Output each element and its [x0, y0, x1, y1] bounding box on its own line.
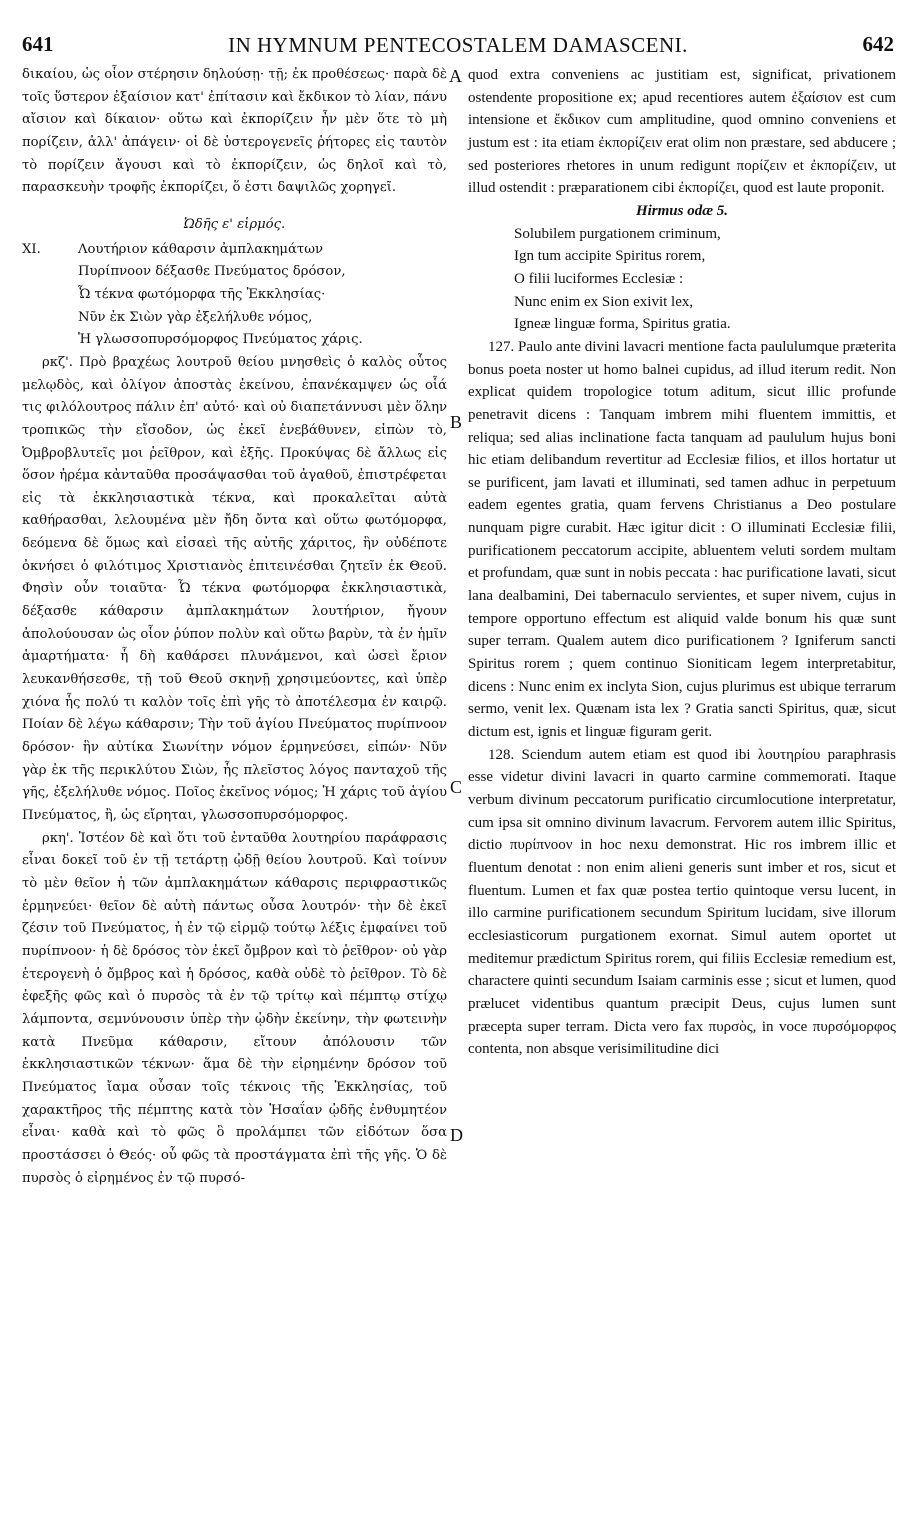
page-number-right: 642: [862, 32, 894, 56]
latin-verse-line: Ign tum accipite Spiritus rorem,: [514, 248, 706, 265]
latin-verse-line: Nunc enim ex Sion exivit lex,: [514, 293, 694, 310]
greek-verse-line: Ὦ τέκνα φωτόμορφα τῆς Ἐκκλησίας·: [78, 286, 326, 302]
latin-hirmus-verses: [468, 223, 896, 336]
greek-paragraph-127: ρκζ'. Πρὸ βραχέως λουτροῦ θείου μνησθεὶς ὁ καλὸς οὗτος μελῳδὸς, καὶ ὀλίγον ἀποστὰς ἐκείνου, ἐπανέκαμψεν ὡς οἷά τις φιλόλουτρος πάλιν ἐπ' αὐτό· καὶ οὐ διαπετάννυσι μὲν ὅλην τροπικῶς τὴν εἴσοδον, ὡς ἐκεῖ ἐνεβάθυνεν, εἰπὼν τὸ, Ὀμβροβλυτεῖς μοι ῥεῖθρον, καὶ ἑξῆς. Προκύψας δὲ ἄλλως εἰς ὅσον ἠρέμα κἀνταῦθα προσάψασθαι τοῦ ἀγαθοῦ, ἐπιστρέφεται εἰς τὰ ἐκκλησιαστικὰ τέκνα, καὶ προκαλεῖται αὐτὰ καθήρασθαι, λελουμένα μὲν ἤδη ὄντα καὶ οὕτω φωτόμορφα, δεόμενα δὲ ὅμως καὶ εἰσαεὶ τῆς αὐτῆς χάριτος, ἣν οὐδέποτε ὀκνήσει ὁ φιλότιμος Χριστιανὸς ἐπιτεινέσθαι ζητεῖν ἐκ Θεοῦ. Φησὶν οὖν τοιαῦτα· Ὦ τέκνα φωτόμορφα ἐκκλησιαστικὰ, δέξασθε κάθαρσιν ἀμπλακημάτων λουτήριον, ἤγουν ἀπολούουσαν ὡς οἷον ῥύπον πολὺν καὶ οὕτω βαρὺν, τὰ ἐν ἡμῖν ἁμαρτήματα· ἧ δὴ καθάρσει πλυνάμενοι, καὶ ὡσεὶ ἔριον λευκανθήσεσθε, τῇ τοῦ Θεοῦ σκηνῇ χρησιμεύοντες, καὶ ὑπὲρ χιόνα ἧς πολύ τι καλὸν τοῖς ἐπὶ γῆς τὸ ἀποτέλεσμα ἐν καιρῷ. Ποίαν δὲ λέγω κάθαρσιν; Τὴν τοῦ ἁγίου Πνεύματος πυρίπνοον δρόσον· ἣν αὐτίκα Σιωνίτην νόμον ἑρμηνεύσει, εἰπών· Νῦν γὰρ ἐκ τῆς περικλύτου Σιὼν, ἧς πλεῖστος λόγος πανταχοῦ τῆς γῆς, ἐξελήλυθε νόμος. Ποῖος ἐκεῖνος νόμος; Ἡ χάρις τοῦ ἁγίου Πνεύματος, ἢ, ὡς εἴρηται, γλωσσοπυρσόμορφος.: [22, 354, 447, 823]
latin-paragraph-127: 127. Paulo ante divini lavacri mentione facta paululumque præterita bonus poeta noster ut homo balnei cupidus, ad illud iterum redit. Non explicat quidem tropologice totum aditum, sicut illic profunde penetravit dicens : Tanquam imbrem mihi fluentem immittis, et reliqua; sed alias inclinatione facta tanquam ad paululum hujus boni hic etiam delibandum revertitur ad Ecclesiæ filios, et illos hortatur ut se purificent, jam lavati et illuminati, sed tamen adhuc in perpetuum eadem egentes gratia, quam fervens Christianus a Deo postulare nunquam pigre curabit. Hæc igitur dicit : O illuminati Ecclesiæ filii, purificationem peccatorum accipite, abluentem veluti sordem multam et profundam, quæ sunt in nobis peccata : hac purificatione lavati, sicut lana dealbamini, Dei tabernaculo servientes, et super nivem, cujus in tempore opportuno effectum est aliquid valde bonum his quæ sunt super terram. Qualem autem dico purificationem ? Igniferum sancti Spiritus rorem ; quem continuo Sioniticam legem interpretabitur, dicens : Nunc enim ex inclyta Sion, cujus plurimus est ubique terrarum sermo, venit lex. Quænam ista lex ? Gratia sancti Spiritus, quæ, sicut dictum est, ignis et linguæ figuram gerit.: [468, 338, 896, 741]
greek-hirmus-verses: [22, 239, 447, 352]
latin-intro-paragraph: quod extra conveniens ac justitiam est, significat, privationem ostendente propositione ex; apud recentiores autem ἐξαίσιον est cum intensione et ἔκδικον cum amplitudine, quod omnino conveniens et justum est : ita etiam ἐκπορίζειν erat olim non præstare, sed abducere ; sed posteriores rhetores in unum redigunt πορίζειν et ἐκπορίζειν, ut illud ostendit : præparationem cibi ἐκπορίζει, quod est laute proponit.: [468, 67, 896, 197]
section-marker-b: B: [450, 412, 463, 432]
running-title: IN HYMNUM PENTECOSTALEM DAMASCENI.: [228, 33, 688, 57]
latin-verse-line: Igneæ linguæ forma, Spiritus gratia.: [514, 316, 731, 333]
greek-verse-line: Πυρίπνοον δέξασθε Πνεύματος δρόσον,: [78, 264, 346, 280]
latin-verse-line: Solubilem purgationem criminum,: [514, 225, 721, 242]
greek-verse-line: Ἡ γλωσσοπυρσόμορφος Πνεύματος χάρις.: [78, 332, 363, 348]
page-number-left: 641: [22, 32, 54, 56]
greek-paragraph-128: ρκη'. Ἰστέον δὲ καὶ ὅτι τοῦ ἐνταῦθα λουτηρίου παράφρασις εἶναι δοκεῖ τοῦ ἐν τῇ τετάρτῃ ᾠδῇ θείου λουτροῦ. Καὶ τοίνυν τὸ μὲν θεῖον ἡ τῶν ἀμπλακημάτων κάθαρσις περιφραστικῶς ἑρμηνεύει· θεῖον δὲ αὐτὴ πάντως οὖσα λουτρόν· τὴν δὲ ἐκεῖ ζέσιν τοῦ Πνεύματος, ἡ ἐν τῷ εἱρμῷ τούτῳ λέξις ἐμφαίνει τοῦ πυρίπνοον· ἡ δὲ δρόσος τὸν ἐκεῖ ὄμβρον καὶ τὸ ῥεῖθρον· οὐ γὰρ ἑτερογενὴ ὁ ὄμβρος καὶ ἡ δρόσος, καθὰ οὐδὲ τὸ ῥεῖθρον. Τὸ δὲ ἐφεξῆς φῶς καὶ ὁ πυρσὸς τὰ ἐν τῷ τρίτῳ καὶ πέμπτῳ στίχῳ λάμποντα, σεμνύνουσιν ὑπὲρ τὴν ᾠδὴν ἐκείνην, τὴν φωτεινὴν κατὰ Πνεῦμα κάθαρσιν, εἴτουν ἀπόλουσιν τῶν ἐκκλησιαστικῶν τέκνων· ἅμα δὲ τὴν εἰρημένην δρόσον τοῦ Πνεύματος ἴαμα οὖσαν τοῖς τέκνοις τῆς Ἐκκλησίας, τοῦ χαρακτῆρος τῆς πέμπτης κατὰ τὸν Ἡσαΐαν ᾠδῆς ἐνθυμητέον εἶναι· καθὰ καὶ τὸ φῶς ὃ προλάμπει τῶν εἰδότων ὅσα προστάσσει ὁ Θεός· οὗ φῶς τὰ προστάγματα ἐπὶ τῆς γῆς. Ὁ δὲ πυρσὸς ὁ εἰρημένος ἐν τῷ πυρσό-: [22, 830, 447, 1186]
greek-verse-line: XI. Λουτήριον κάθαρσιν ἀμπλακημάτων: [22, 239, 447, 262]
greek-hirmus-heading: Ὠδῆς ε' εἱρμός.: [183, 216, 286, 232]
latin-verse-line: O filii luciformes Ecclesiæ :: [514, 270, 684, 287]
greek-column: [22, 64, 447, 1190]
latin-column: [468, 64, 896, 1061]
latin-paragraph-128: 128. Sciendum autem etiam est quod ibi λουτηρίου paraphrasis esse videtur divini lavacri in quarto carmine commemorati. Itaque verbum divinum peccatorum purificatio circumlocutione interpretatur, cum ipsa sit omnino divinum lavacrum. Fervorem autem illic Spiritus, dictio πυρίπνοον in hoc nexu demonstrat. Hic ros imbrem illic et fluentum denotat : non enim alieni generis sunt imber et ros, sicut et fluentum. Lumen et fax quæ postea tertio quintoque versu lucent, in illo carmine purificationem secundum Spiritum lucidam, sive illorum ecclesiasticorum purgationem exornat. Simul autem oportet ut meditemur prædictum Spiritus rorem, qui filiis Ecclesiæ remedium est, charactere quinti secundum Isaiam carminis esse ; sicut et lumen, quod prælucet videntibus quantum præcipit Deus, cujus lumen sunt præcepta super terram. Dicta vero fax πυρσὸς, in voce πυρσόμορφος contenta, non absque verisimilitudine dici: [468, 746, 896, 1058]
greek-intro-paragraph: δικαίου, ὡς οἷον στέρησιν δηλούσῃ· τῇ; ἐκ προθέσεως· παρὰ δὲ τοῖς ὕστερον ἐξαίσιον κατ' ἐπίτασιν καὶ ἔκδικον τὸ λίαν, πάνυ αἴσιον καὶ δίκαιον· οὕτω καὶ ἐκπορίζειν ἦν μὲν ὅτε τὸ μὴ πορίζειν, ἀλλ' ἀπάγειν· οἱ δὲ ὑστερογενεῖς ῥήτορες εἰς ταυτὸν τὸ πορίζειν ἄγουσι καὶ τὸ ἐκπορίζειν, ὡς δηλοῖ καὶ τὸ, παρασκευὴν τροφῆς ἐκπορίζει, ὅ ἐστι δαψιλῶς χορηγεῖ.: [22, 67, 447, 196]
latin-hirmus-heading: Hirmus odæ 5.: [635, 202, 729, 219]
greek-verse-number: XI.: [22, 241, 41, 257]
page-header: [22, 32, 894, 66]
section-marker-d: D: [450, 1125, 463, 1145]
greek-verse-line: Νῦν ἐκ Σιὼν γὰρ ἐξελήλυθε νόμος,: [78, 309, 313, 325]
section-marker-c: C: [450, 777, 463, 797]
section-marker-a: A: [449, 66, 462, 86]
